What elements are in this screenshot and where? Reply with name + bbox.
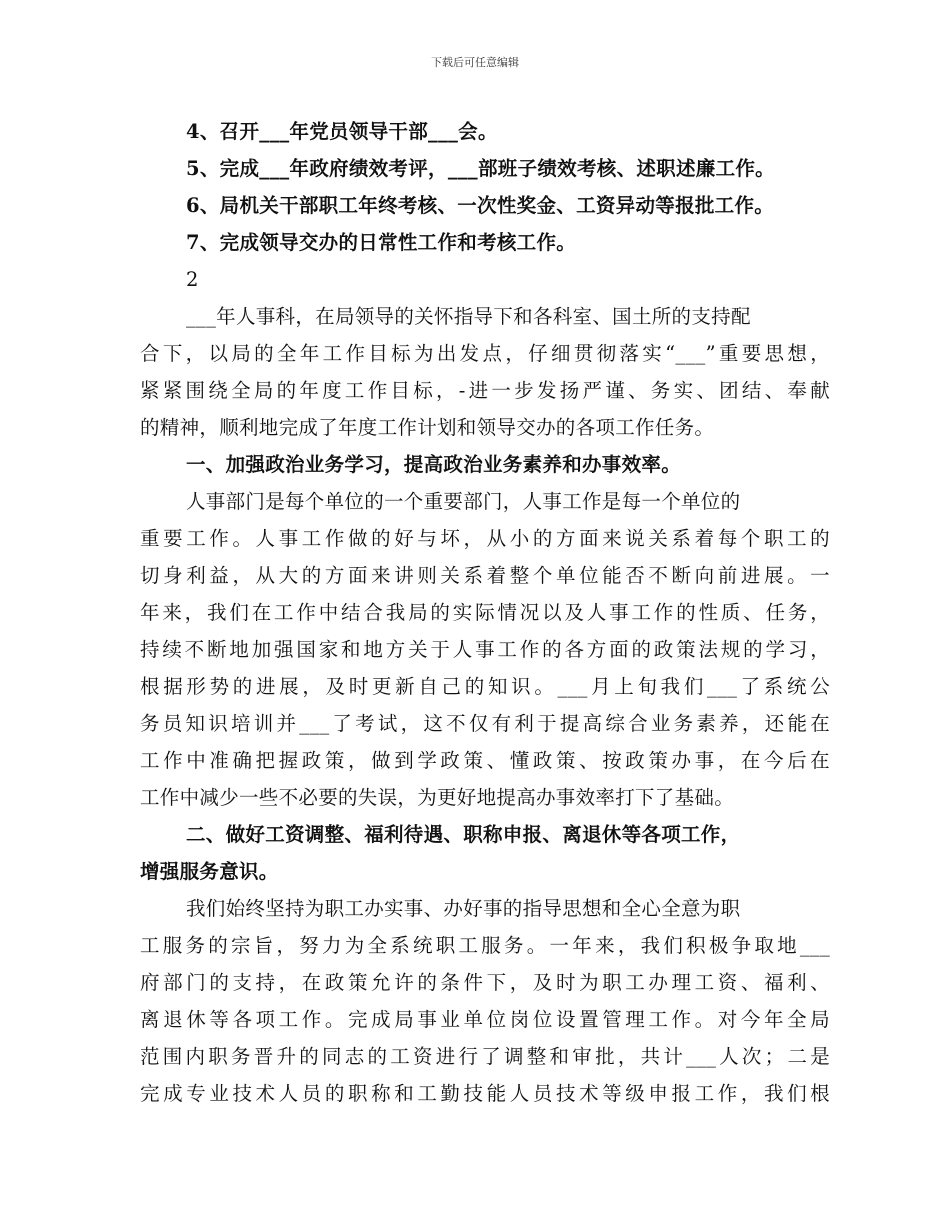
intro-line: 的精神，顺利地完成了年度工作计划和领导交办的各项工作任务。 (140, 416, 715, 439)
paragraph-line: 持续不断地加强国家和地方关于人事工作的各方面的政策法规的学习， (140, 638, 830, 661)
intro-line: ___年人事科，在局领导的关怀指导下和各科室、国土所的支持配 (186, 305, 751, 328)
document-body (140, 113, 830, 1112)
paragraph-line: 工服务的宗旨，努力为全系统职工服务。一年来，我们积极争取地___ (140, 934, 830, 957)
list-item-4: 4、召开___年党员领导干部___会。 (186, 120, 498, 143)
section-number: 2 (186, 268, 199, 291)
list-item-6: 6、局机关干部职工年终考核、一次性奖金、工资异动等报批工作。 (186, 194, 775, 217)
paragraph-line: 完成专业技术人员的职称和工勤技能人员技术等级申报工作，我们根 (140, 1082, 830, 1105)
paragraph-line: 府部门的支持，在政策允许的条件下，及时为职工办理工资、福利、 (140, 971, 830, 994)
page-header: 下载后可任意编辑 (431, 56, 519, 69)
section-heading-1: 一、加强政治业务学习，提高政治业务素养和办事效率。 (186, 453, 682, 476)
paragraph-line: 重要工作。人事工作做的好与坏，从小的方面来说关系着每个职工的 (140, 527, 830, 550)
intro-line: 紧紧围绕全局的年度工作目标，-进一步发扬严谨、务实、团结、奉献 (140, 379, 830, 402)
intro-line: 合下，以局的全年工作目标为出发点，仔细贯彻落实“___”重要思想， (140, 342, 830, 365)
section-heading-2: 二、做好工资调整、福利待遇、职称申报、离退休等各项工作， (186, 823, 741, 846)
paragraph-line: 人事部门是每个单位的一个重要部门，人事工作是每一个单位的 (186, 490, 741, 513)
paragraph-line: 范围内职务晋升的同志的工资进行了调整和审批，共计___人次；二是 (140, 1045, 830, 1068)
paragraph-line: 年来，我们在工作中结合我局的实际情况以及人事工作的性质、任务， (140, 601, 830, 624)
paragraph-line: 工作中减少一些不必要的失误，为更好地提高办事效率打下了基础。 (140, 786, 735, 809)
paragraph-line: 务员知识培训并___了考试，这不仅有利于提高综合业务素养，还能在 (140, 712, 830, 735)
list-item-7: 7、完成领导交办的日常性工作和考核工作。 (186, 231, 577, 254)
paragraph-line: 工作中准确把握政策，做到学政策、懂政策、按政策办事，在今后在 (140, 749, 830, 772)
list-item-5: 5、完成___年政府绩效考评，___部班子绩效考核、述职述廉工作。 (186, 157, 775, 180)
paragraph-line: 根据形势的进展，及时更新自己的知识。___月上旬我们___了系统公 (140, 675, 830, 698)
section-heading-2-continued: 增强服务意识。 (140, 860, 279, 883)
paragraph-line: 我们始终坚持为职工办实事、办好事的指导思想和全心全意为职 (186, 897, 741, 920)
paragraph-line: 切身利益，从大的方面来讲则关系着整个单位能否不断向前进展。一 (140, 564, 830, 587)
paragraph-line: 离退休等各项工作。完成局事业单位岗位设置管理工作。对今年全局 (140, 1008, 830, 1031)
